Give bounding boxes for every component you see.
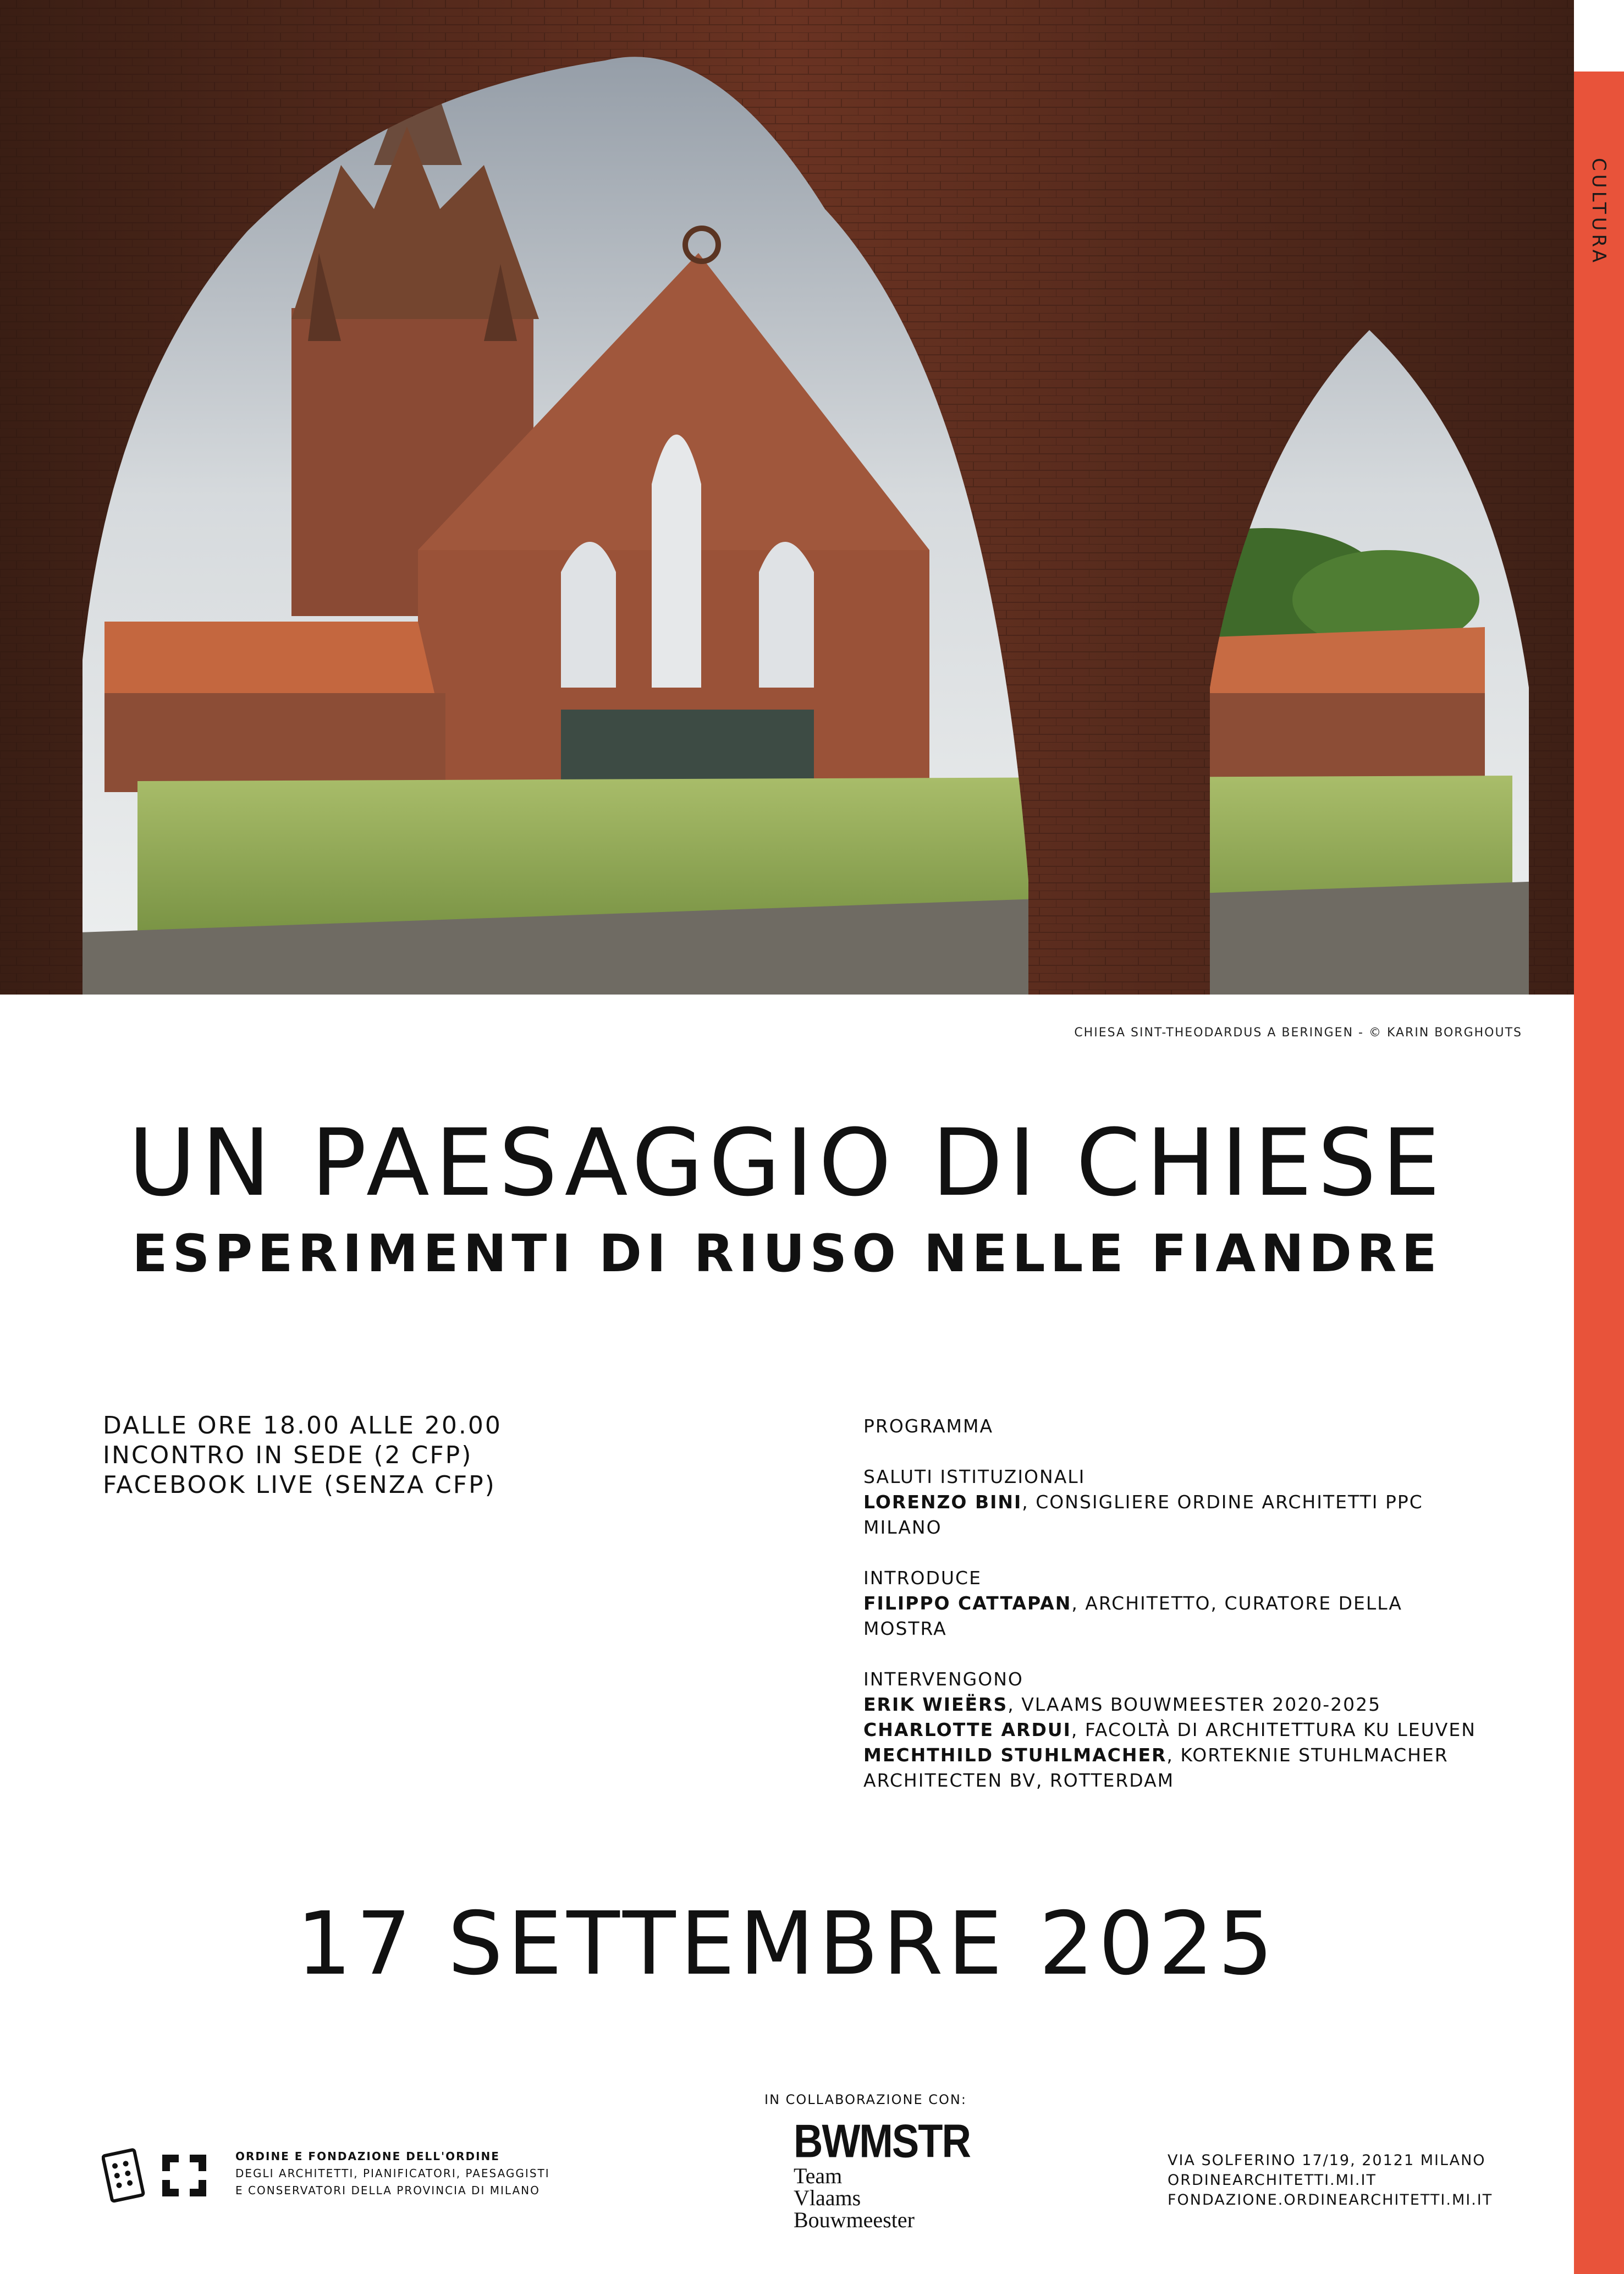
program-intro bbox=[863, 1566, 1485, 1641]
speaker-role: , FACOLTÀ DI ARCHITETTURA KU LEUVEN bbox=[1071, 1719, 1476, 1740]
ordine-logo-icon bbox=[102, 2148, 212, 2203]
org-name: ORDINE E FONDAZIONE DELL'ORDINE bbox=[235, 2150, 500, 2163]
event-subtitle: ESPERIMENTI DI RIUSO NELLE FIANDRE bbox=[132, 1224, 1442, 1284]
bwmstr-logo bbox=[794, 2114, 970, 2232]
speaker-item bbox=[863, 1717, 1485, 1743]
bwmstr-line: Bouwmeester bbox=[794, 2207, 915, 2232]
speaker-item bbox=[863, 1692, 1485, 1717]
contact-address bbox=[1168, 2151, 1493, 2210]
photo-caption: CHIESA SINT-THEODARDUS A BERINGEN - © KARIN BORGHOUTS bbox=[1074, 1026, 1522, 1040]
program bbox=[863, 1414, 1485, 1819]
event-online: FACEBOOK LIVE (SENZA CFP) bbox=[103, 1471, 496, 1499]
speaker-role: , VLAAMS BOUWMEESTER 2020-2025 bbox=[1008, 1694, 1381, 1715]
church-photo-illustration bbox=[0, 0, 1574, 995]
ordine-logos bbox=[102, 2148, 212, 2205]
side-roof bbox=[104, 622, 434, 693]
event-title: UN PAESAGGIO DI CHIESE bbox=[128, 1109, 1446, 1217]
intro-label: INTRODUCE bbox=[863, 1567, 982, 1589]
collab-label: IN COLLABORAZIONE CON: bbox=[764, 2092, 967, 2107]
website-link[interactable]: ORDINEARCHITETTI.MI.IT bbox=[1168, 2172, 1377, 2189]
speaker-name: ERIK WIEËRS bbox=[863, 1694, 1008, 1715]
speaker-role: , CONSIGLIERE ORDINE ARCHITETTI PPC MILANO bbox=[863, 1491, 1423, 1538]
speaker-item bbox=[863, 1743, 1485, 1793]
speakers-label: INTERVENGONO bbox=[863, 1668, 1023, 1690]
speaker-name: MECHTHILD STUHLMACHER bbox=[863, 1744, 1167, 1766]
bwmstr-title: BWMSTR bbox=[794, 2114, 970, 2167]
website-link[interactable]: FONDAZIONE.ORDINEARCHITETTI.MI.IT bbox=[1168, 2191, 1493, 2209]
street-address: VIA SOLFERINO 17/19, 20121 MILANO bbox=[1168, 2152, 1486, 2169]
bwmstr-line: Vlaams bbox=[794, 2185, 861, 2210]
event-info bbox=[103, 1411, 502, 1500]
ordine-text bbox=[235, 2148, 550, 2199]
hero-photo bbox=[0, 0, 1574, 995]
category-sidebar bbox=[1574, 72, 1624, 2274]
speaker-role: , KORTEKNIE STUHLMACHER ARCHITECTEN BV, ROTTERDAM bbox=[863, 1744, 1449, 1791]
program-greetings bbox=[863, 1464, 1485, 1540]
speaker-name: LORENZO BINI bbox=[863, 1491, 1022, 1513]
greetings-label: SALUTI ISTITUZIONALI bbox=[863, 1466, 1086, 1487]
event-date: 17 SETTEMBRE 2025 bbox=[296, 1893, 1278, 1995]
speaker-name: FILIPPO CATTAPAN bbox=[863, 1592, 1072, 1614]
speaker-name: CHARLOTTE ARDUI bbox=[863, 1719, 1071, 1740]
event-time: DALLE ORE 18.00 ALLE 20.00 bbox=[103, 1411, 502, 1440]
program-heading: PROGRAMMA bbox=[863, 1415, 994, 1437]
org-line: E CONSERVATORI DELLA PROVINCIA DI MILANO bbox=[235, 2184, 540, 2197]
event-venue: INCONTRO IN SEDE (2 CFP) bbox=[103, 1441, 473, 1469]
category-label: CULTURA bbox=[1588, 157, 1610, 266]
speaker-role: , ARCHITETTO, CURATORE DELLA MOSTRA bbox=[863, 1592, 1403, 1639]
program-speakers bbox=[863, 1667, 1485, 1793]
bwmstr-line: Team bbox=[794, 2163, 843, 2188]
church-window bbox=[652, 435, 701, 688]
org-line: DEGLI ARCHITETTI, PIANIFICATORI, PAESAGGISTI bbox=[235, 2167, 550, 2180]
